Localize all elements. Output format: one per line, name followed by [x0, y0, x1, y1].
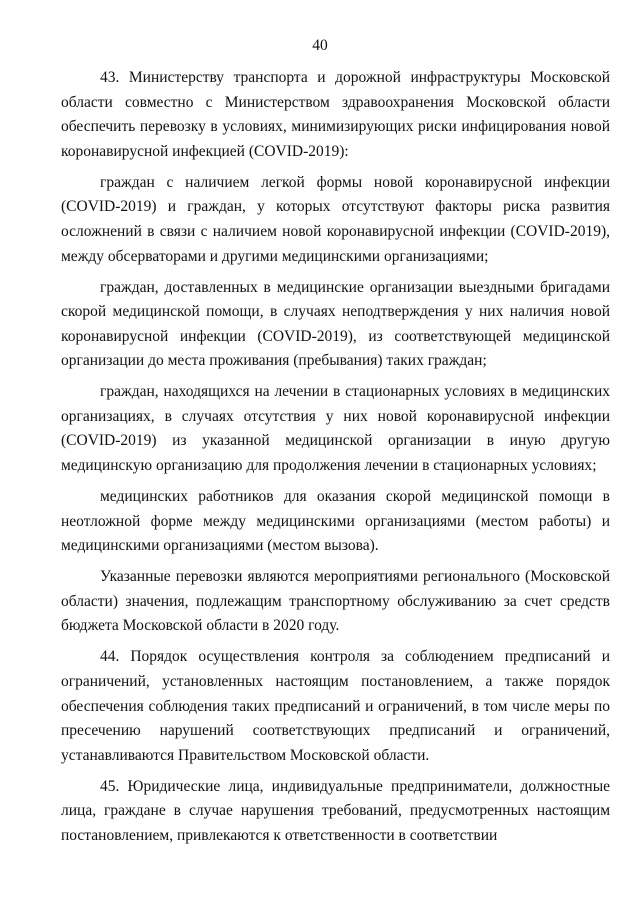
document-body: [61, 66, 610, 849]
paragraph-43: 43. Министерству транспорта и дорожной инфраструктуры Московской области совместно с Министерством здравоохранения Московской области обеспечить перевозку в условиях, минимизирующих риски инфицирования новой коронавирусной инфекцией (COVID-2019):: [61, 69, 610, 160]
paragraph-item-inpatient: граждан, находящихся на лечении в стационарных условиях в медицинских организациях, в случаях отсутствия у них новой коронавирусной инфекции (COVID-2019) из указанной медицинской организации в иную другую медицинскую организацию для продолжения лечении в стационарных условиях;: [61, 383, 610, 475]
page-number: 40: [312, 37, 328, 54]
paragraph-44: 44. Порядок осуществления контроля за соблюдением предписаний и ограничений, установленных настоящим постановлением, а также порядок обеспечения соблюдения таких предписаний и ограничений, в том числе меры по пресечению нарушений соответствующих предписаний и ограничений, устанавливаются Правительством Московской области.: [61, 648, 610, 764]
paragraph-item-ambulance-delivered: граждан, доставленных в медицинские организации выездными бригадами скорой медицинской помощи, в случаях неподтверждения у них наличия новой коронавирусной инфекции (COVID-2019), из соответствующей медицинской организации до места проживания (пребывания) таких граждан;: [61, 278, 610, 370]
paragraph-transport-regional: Указанные перевозки являются мероприятиями регионального (Московской области) значения, подлежащим транспортному обслуживанию за счет средств бюджета Московской области в 2020 году.: [61, 568, 610, 635]
paragraph-item-light-covid: граждан с наличием легкой формы новой коронавирусной инфекции (COVID-2019) и граждан, у которых отсутствуют факторы риска развития осложнений в связи с наличием новой коронавирусной инфекции (COVID-2019), между обсерваторами и другими медицинскими организациями;: [61, 173, 610, 265]
paragraph-item-medical-workers: медицинских работников для оказания скорой медицинской помощи в неотложной форме между медицинскими организациями (местом работы) и медицинскими организациями (местом вызова).: [61, 488, 610, 555]
paragraph-45: 45. Юридические лица, индивидуальные предприниматели, должностные лица, граждане в случае нарушения требований, предусмотренных настоящим постановлением, привлекаются к ответственности в соответствии: [61, 777, 610, 844]
